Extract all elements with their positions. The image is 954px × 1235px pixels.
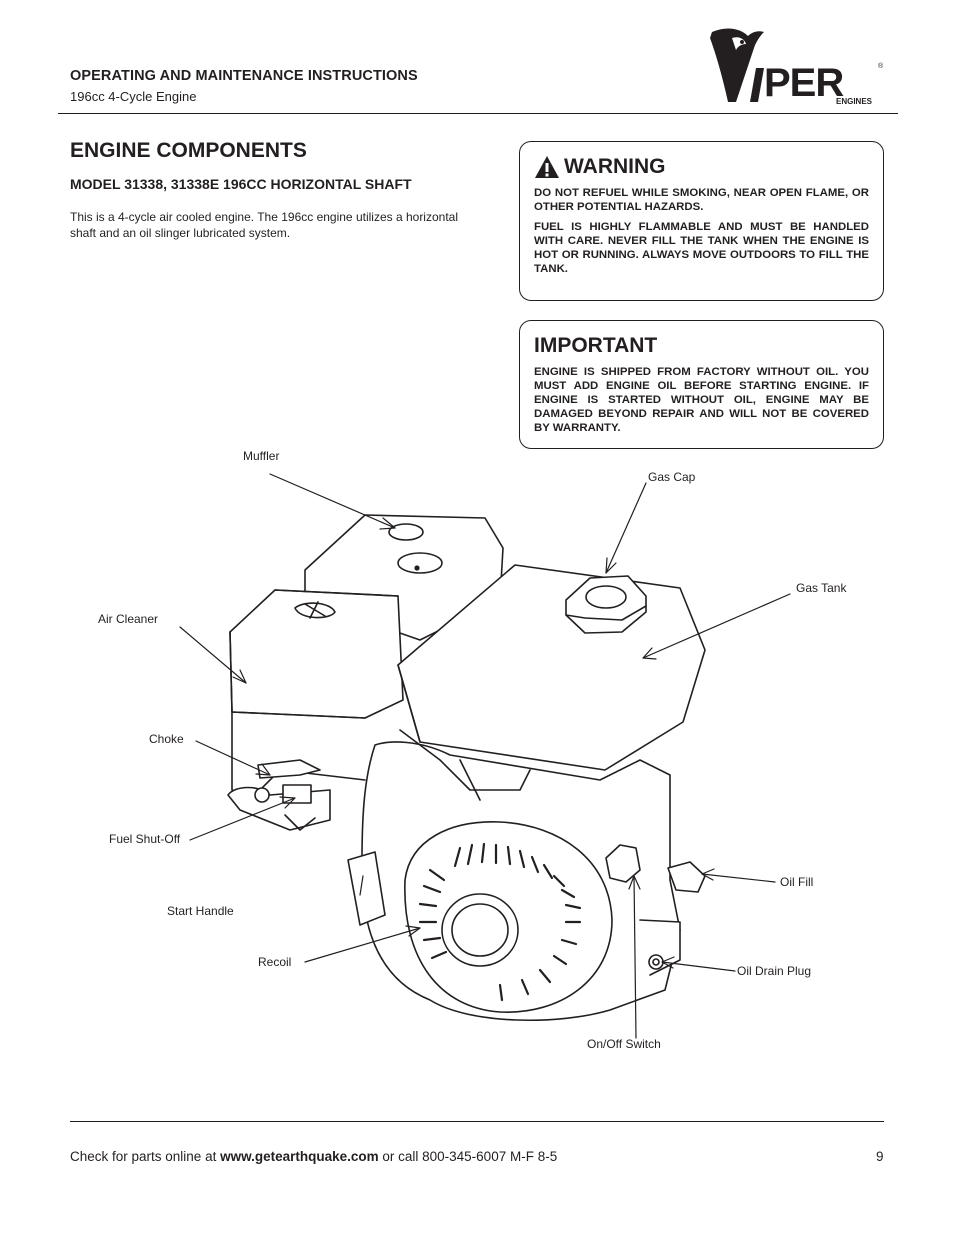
important-box bbox=[519, 320, 884, 449]
label-air-cleaner: Air Cleaner bbox=[98, 612, 159, 626]
warning-paragraph-2: FUEL IS HIGHLY FLAMMABLE AND MUST BE HANDLED WITH CARE. NEVER FILL THE TANK WHEN THE ENGINE IS HOT OR RUNNING. ALWAYS MOVE OUTDOORS TO FILL THE TANK. bbox=[534, 221, 869, 275]
engine-diagram bbox=[0, 440, 954, 1080]
label-gas-tank: Gas Tank bbox=[796, 581, 847, 595]
svg-text:PER: PER bbox=[764, 61, 844, 105]
intro-paragraph bbox=[70, 209, 500, 241]
intro-line-2: shaft and an oil slinger lubricated system. bbox=[70, 226, 291, 240]
warning-paragraph-1: DO NOT REFUEL WHILE SMOKING, NEAR OPEN FLAME, OR OTHER POTENTIAL HAZARDS. bbox=[534, 187, 869, 213]
section-title: ENGINE COMPONENTS bbox=[70, 139, 307, 162]
header-divider bbox=[58, 113, 898, 114]
label-gas-cap: Gas Cap bbox=[648, 470, 696, 484]
label-muffler: Muffler bbox=[243, 449, 280, 463]
page-number: 9 bbox=[876, 1149, 884, 1164]
label-onoff-switch: On/Off Switch bbox=[587, 1037, 661, 1051]
warning-heading bbox=[534, 154, 869, 180]
carburetor-drawing bbox=[228, 760, 330, 830]
footer-url-link[interactable]: www.getearthquake.com bbox=[220, 1149, 379, 1164]
label-oil-drain-plug: Oil Drain Plug bbox=[737, 964, 812, 978]
label-start-handle: Start Handle bbox=[167, 904, 234, 918]
document-header-title: OPERATING AND MAINTENANCE INSTRUCTIONS bbox=[70, 68, 418, 84]
warning-box bbox=[519, 141, 884, 301]
label-recoil: Recoil bbox=[258, 955, 292, 969]
footer-prefix: Check for parts online at bbox=[70, 1149, 221, 1164]
svg-text:®: ® bbox=[878, 63, 884, 70]
engine-block-drawing bbox=[348, 730, 705, 1020]
footer-divider bbox=[70, 1121, 884, 1122]
model-heading: MODEL 31338, 31338E 196CC HORIZONTAL SHAFT bbox=[70, 176, 412, 192]
intro-line-1: This is a 4-cycle air cooled engine. The 196cc engine utilizes a horizontal bbox=[70, 210, 458, 224]
document-header-subtitle: 196cc 4-Cycle Engine bbox=[70, 89, 197, 104]
label-oil-fill: Oil Fill bbox=[780, 875, 814, 889]
footer-text bbox=[70, 1149, 557, 1164]
footer-suffix: or call 800-345-6007 M-F 8-5 bbox=[378, 1149, 558, 1164]
label-fuel-shutoff: Fuel Shut-Off bbox=[109, 832, 181, 846]
important-heading: IMPORTANT bbox=[534, 334, 658, 357]
warning-triangle-icon bbox=[534, 155, 560, 179]
important-paragraph: ENGINE IS SHIPPED FROM FACTORY WITHOUT OIL. YOU MUST ADD ENGINE OIL BEFORE STARTING ENGINE. IF ENGINE IS STARTED WITHOUT OIL, ENGINE MAY BE DAMAGED BEYOND REPAIR AND WILL NOT BE COVERED BY WARRANTY. bbox=[534, 366, 869, 434]
viper-logo bbox=[706, 24, 888, 110]
label-choke: Choke bbox=[149, 732, 184, 746]
warning-title: WARNING bbox=[564, 155, 666, 178]
logo-subtext: ENGINES bbox=[836, 97, 873, 106]
